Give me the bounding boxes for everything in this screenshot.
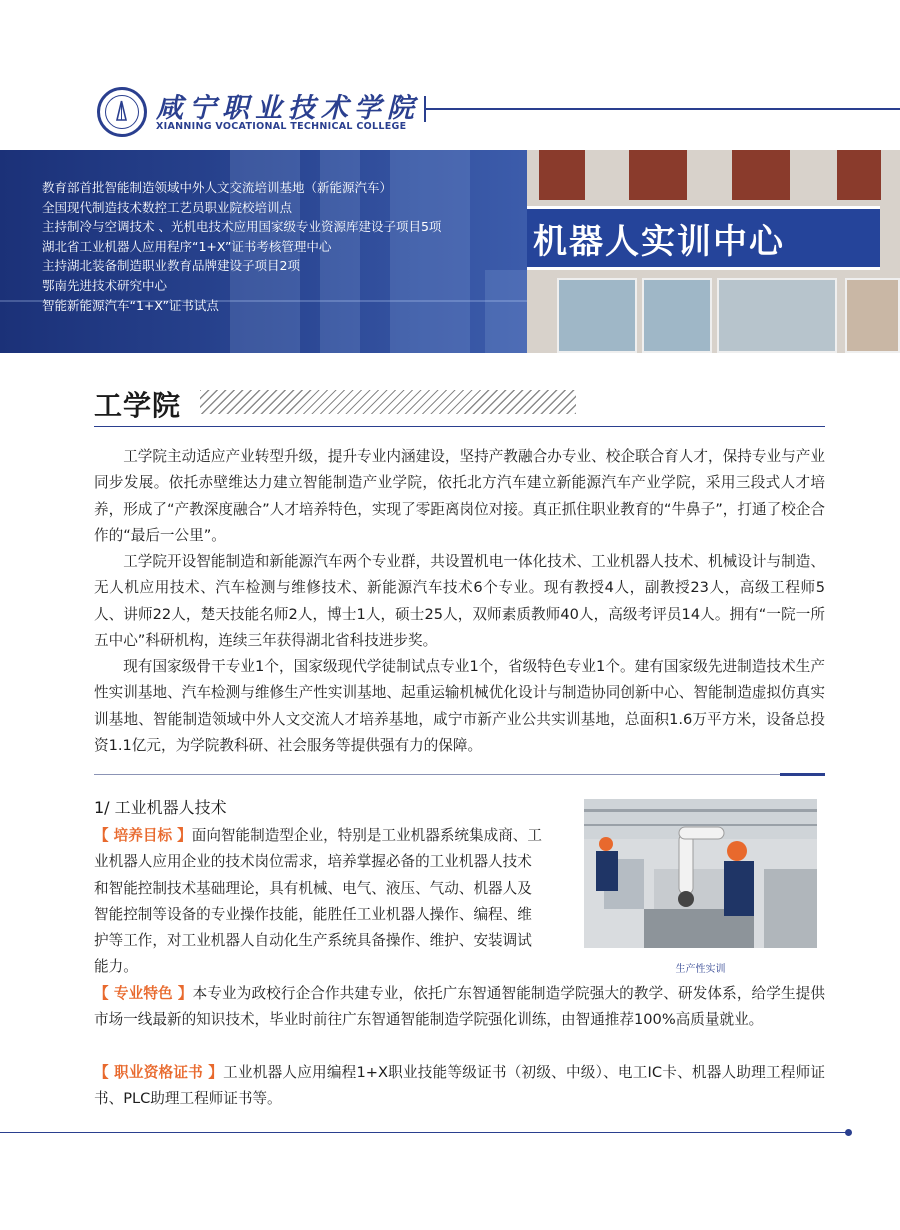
photo-caption: 生产性实训	[675, 964, 726, 975]
intro-paragraph-3: 现有国家级骨干专业1个，国家级现代学徒制试点专业1个，省级特色专业1个。建有国家级先进制造技术生产性实训基地、汽车检测与维修生产性实训基地、起重运输机械优化设计与制造协同创新中心、智能制造虚拟仿真实训基地、智能制造领域中外人文交流人才培养基地，咸宁市新产业公共实训基地，总面积1.6万平方米，设备总投资1.1亿元，为学院教科研、社会服务等提供强有力的保障。	[94, 658, 825, 754]
certificate-tag: 【 职业资格证书 】	[94, 1064, 224, 1081]
major-feature-tag: 【 专业特色 】	[94, 985, 193, 1002]
banner-item: 智能新能源汽车“1+X”证书试点	[42, 297, 219, 313]
header-divider-line	[424, 108, 900, 110]
intro-paragraph-2: 工学院开设智能制造和新能源汽车两个专业群，共设置机电一体化技术、工业机器人技术、机械设计与制造、无人机应用技术、汽车检测与维修技术、新能源汽车技术6个专业。现有教授4人，副教授23人，高级工程师5人、讲师22人，楚天技能名师2人，博士1人，硕士25人，双师素质教师40人，高级考评员14人。拥有“一院一所五中心”科研机构，连续三年获得湖北省科技进步奖。	[94, 553, 825, 649]
major-heading: 1/ 工业机器人技术	[94, 798, 227, 817]
training-goal-block	[94, 823, 574, 981]
hero-banner	[0, 150, 900, 353]
training-goal-line: 智能控制等设备的专业操作技能，能胜任工业机器人操作、编程、维	[94, 905, 532, 923]
title-underline	[94, 426, 825, 427]
robot-training-center-sign: 机器人实训中心	[527, 206, 880, 270]
banner-item: 鄂南先进技术研究中心	[42, 277, 168, 293]
banner-item: 湖北省工业机器人应用程序“1+X”证书考核管理中心	[42, 238, 332, 254]
banner-item: 全国现代制造技术数控工艺员职业院校培训点	[42, 199, 293, 215]
intro-paragraph-1: 工学院主动适应产业转型升级，提升专业内涵建设，坚持产教融合办专业、校企联合育人才，保持专业与产业同步发展。依托赤壁维达力建立智能制造产业学院，依托北方汽车建立新能源汽车产业学院，采用三段式人才培养，形成了“产教深度融合”人才培养特色，实现了零距离岗位对接。真正抓住职业教育的“牛鼻子”，打通了校企合作的“最后一公里”。	[94, 448, 825, 544]
training-goal-line: 面向智能制造型企业，特别是工业机器系统集成商、工	[191, 827, 542, 844]
training-goal-line: 护等工作，对工业机器人自动化生产系统具备操作、维护、安装调试	[94, 932, 532, 950]
section-divider-accent	[780, 773, 825, 776]
certificate-text: 工业机器人应用编程1+X职业技能等级证书（初级、中级）、电工IC卡、机器人助理工程师证书、PLC助理工程师证书等。	[94, 1064, 825, 1108]
training-goal-line: 业机器人应用企业的技术岗位需求，培养掌握必备的工业机器人技术	[94, 853, 532, 871]
college-name-cn: 咸宁职业技术学院	[156, 93, 420, 124]
footer-dot	[845, 1129, 852, 1136]
college-name-en: XIANNING VOCATIONAL TECHNICAL COLLEGE	[156, 121, 407, 132]
production-training-photo	[584, 799, 817, 948]
college-seal-logo	[97, 87, 147, 137]
banner-item: 主持制冷与空调技术 、光机电技术应用国家级专业资源库建设子项目5项	[42, 219, 442, 235]
banner-item: 主持湖北装备制造职业教育品牌建设子项目2项	[42, 258, 300, 274]
training-goal-line: 能力。	[94, 958, 138, 976]
seal-emblem-icon	[106, 96, 137, 127]
training-goal-line: 和智能控制技术基础理论，具有机械、电气、液压、气动、机器人及	[94, 879, 532, 897]
banner-item: 教育部首批智能制造领域中外人文交流培训基地（新能源汽车）	[42, 180, 393, 195]
section-title: 工学院	[94, 389, 182, 422]
seal-inner-ring	[105, 95, 139, 129]
section-divider	[94, 774, 825, 775]
certificate-block	[94, 1060, 825, 1113]
title-hatch-decoration	[200, 390, 576, 414]
banner-achievement-list	[42, 178, 441, 315]
footer-line	[0, 1132, 848, 1133]
major-feature-text: 本专业为政校行企合作共建专业，依托广东智通智能制造学院强大的教学、研发体系，给学生提供市场一线最新的知识技术，毕业时前往广东智通智能制造学院强化训练，由智通推荐100%高质量就业。	[94, 985, 825, 1029]
major-feature-block	[94, 981, 825, 1034]
training-goal-tag: 【 培养目标 】	[94, 827, 192, 844]
workshop-photo-illustration	[584, 799, 817, 948]
